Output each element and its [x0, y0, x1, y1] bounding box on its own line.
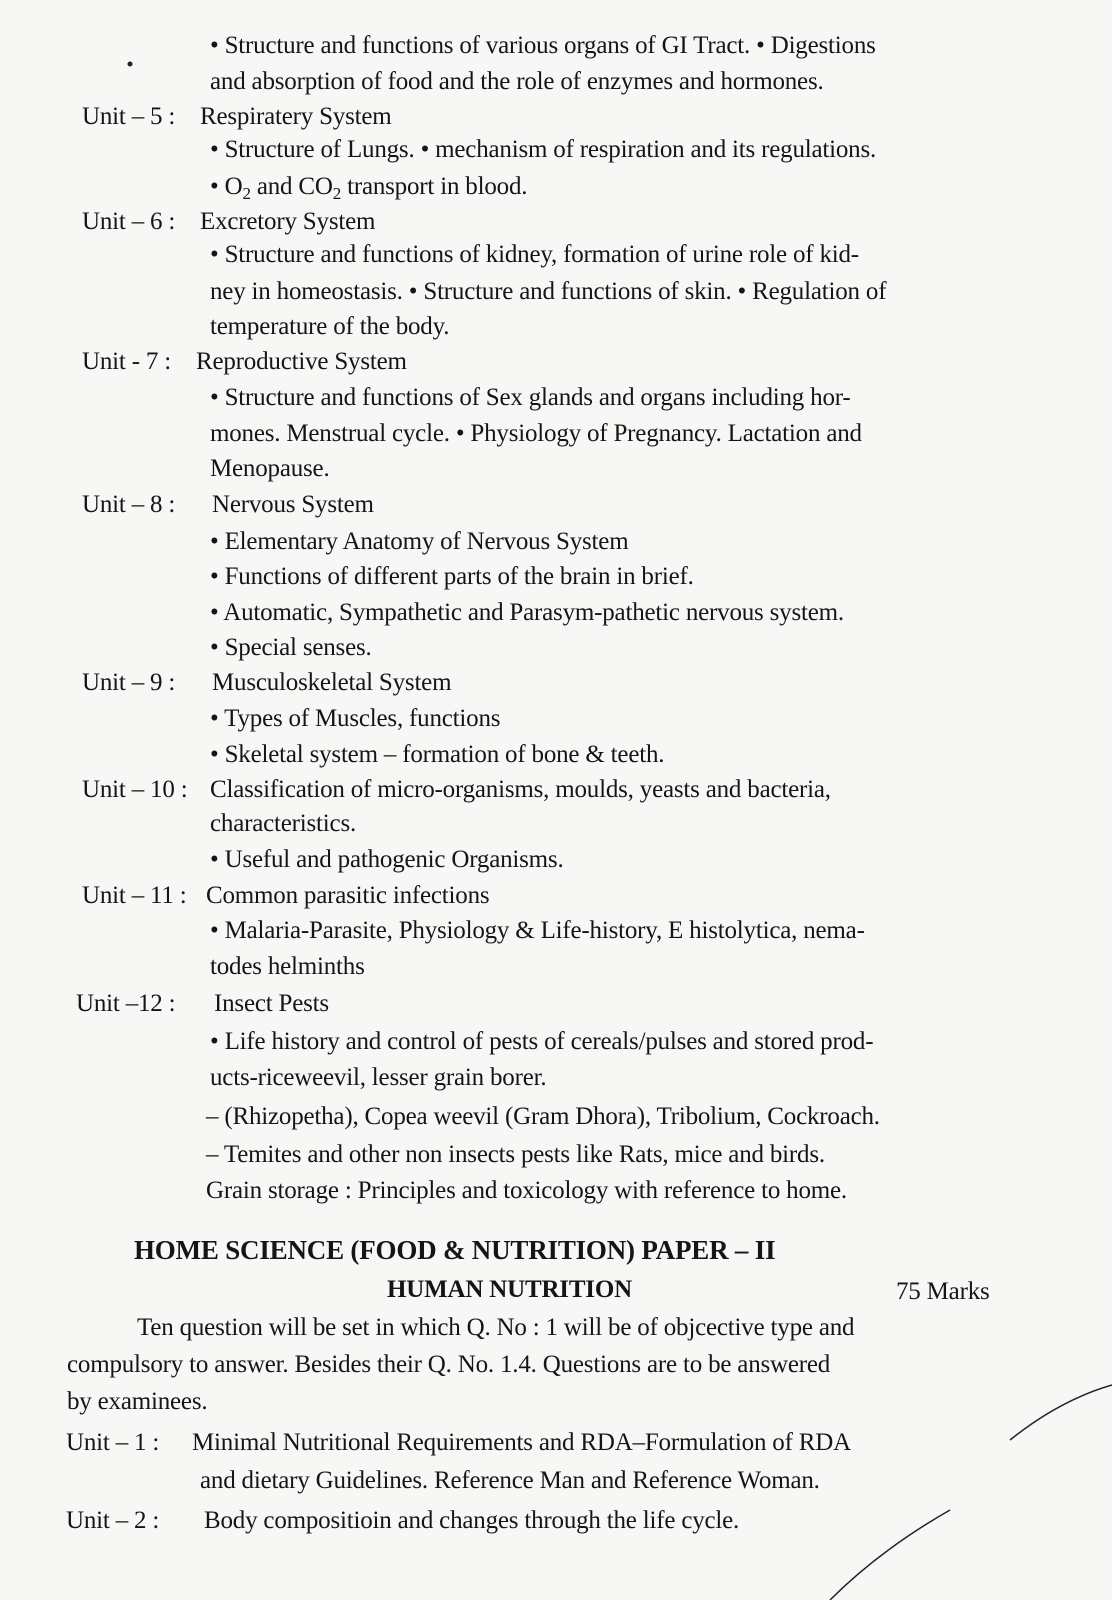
text-line: and dietary Guidelines. Reference Man and Reference Woman. [200, 1467, 820, 1494]
unit-label: Unit – 8 : [82, 491, 176, 518]
text-line: compulsory to answer. Besides their Q. No. 1.4. Questions are to be answered [67, 1351, 831, 1378]
text-line: by examinees. [67, 1388, 208, 1415]
text-line: temperature of the body. [210, 313, 450, 340]
text-line: • Life history and control of pests of cereals/pulses and stored prod- [210, 1028, 874, 1055]
unit-title: Nervous System [212, 491, 374, 518]
unit-label: Unit – 10 : [82, 776, 188, 803]
text-line: Body compositioin and changes through the life cycle. [204, 1507, 740, 1534]
text-line: • Special senses. [210, 634, 372, 661]
text-line: characteristics. [210, 810, 357, 837]
text-line: • Functions of different parts of the brain in brief. [210, 563, 694, 590]
t: • O [210, 173, 243, 200]
text-line: Menopause. [210, 455, 330, 482]
unit-label: Unit – 6 : [82, 208, 176, 235]
unit-title: Reproductive System [196, 348, 407, 375]
text-line: • Useful and pathogenic Organisms. [210, 846, 564, 873]
unit-title: Common parasitic infections [206, 882, 490, 909]
unit-title: Excretory System [200, 208, 376, 235]
paper-heading: HOME SCIENCE (FOOD & NUTRITION) PAPER – II [134, 1235, 776, 1265]
text-line: ney in homeostasis. • Structure and functions of skin. • Regulation of [210, 278, 887, 305]
unit-label: Unit –12 : [76, 990, 176, 1017]
unit-label: Unit – 11 : [82, 882, 187, 909]
paper-subheading: HUMAN NUTRITION [387, 1276, 632, 1303]
unit-title: Respiratery System [200, 103, 392, 130]
text-line: • Structure and functions of Sex glands and organs including hor- [210, 384, 851, 411]
unit-title: Classification of micro-organisms, moulds, yeasts and bacteria, [210, 776, 831, 803]
unit-title: Musculoskeletal System [212, 669, 452, 696]
t: transport in blood. [341, 173, 528, 200]
text-line: • Structure and functions of kidney, formation of urine role of kid- [210, 241, 859, 268]
text-line: ucts-riceweevil, lesser grain borer. [210, 1064, 547, 1091]
unit-label: Unit – 1 : [66, 1429, 160, 1456]
text-line: – Temites and other non insects pests like Rats, mice and birds. [206, 1141, 825, 1168]
text-line: • Malaria-Parasite, Physiology & Life-history, E histolytica, nema- [210, 917, 865, 944]
text-line: • Elementary Anatomy of Nervous System [210, 528, 629, 555]
unit-label: Unit – 5 : [82, 103, 176, 130]
unit-label: Unit – 2 : [66, 1507, 160, 1534]
text-line: Ten question will be set in which Q. No : 1 will be of objcective type and [137, 1314, 855, 1341]
text-line: • Structure of Lungs. • mechanism of respiration and its regulations. [210, 136, 877, 163]
text-line: todes helminths [210, 953, 365, 980]
text-line: • Structure and functions of various organs of GI Tract. • Digestions [210, 32, 876, 59]
unit-label: Unit – 9 : [82, 669, 176, 696]
text-line: – (Rhizopetha), Copea weevil (Gram Dhora), Tribolium, Cockroach. [206, 1103, 880, 1130]
text-line: Grain storage : Principles and toxicology with reference to home. [206, 1177, 847, 1204]
text-line: mones. Menstrual cycle. • Physiology of Pregnancy. Lactation and [210, 420, 862, 447]
text-line: Minimal Nutritional Requirements and RDA–Formulation of RDA [192, 1429, 851, 1456]
unit-title: Insect Pests [214, 990, 329, 1017]
text-line: • Types of Muscles, functions [210, 705, 501, 732]
text-line: and absorption of food and the role of enzymes and hormones. [210, 68, 824, 95]
subscript: 2 [332, 184, 342, 203]
text-line: • Skeletal system – formation of bone & teeth. [210, 741, 665, 768]
t: and CO [250, 173, 333, 200]
subscript: 2 [242, 184, 251, 203]
text-line: • Automatic, Sympathetic and Parasym-pathetic nervous system. [210, 599, 844, 626]
unit-label: Unit - 7 : [82, 348, 171, 375]
marks: 75 Marks [896, 1278, 990, 1305]
